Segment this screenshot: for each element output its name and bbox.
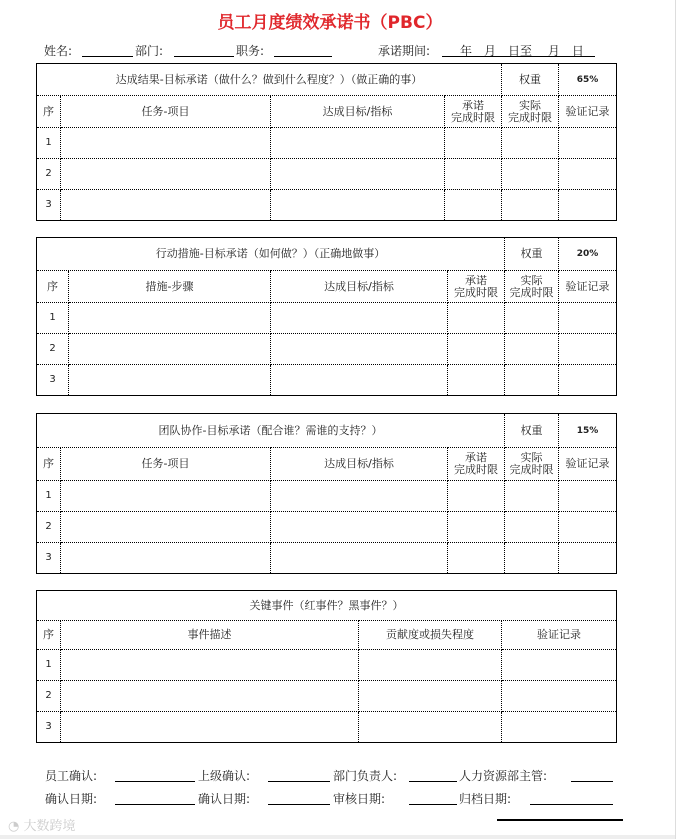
column-header-row — [37, 96, 617, 128]
input-cell[interactable] — [559, 334, 617, 365]
dept-label: 部门: — [135, 44, 164, 58]
position-field[interactable] — [274, 56, 332, 57]
table-row — [37, 543, 617, 574]
row-number: 1 — [37, 303, 69, 334]
table-header-row — [37, 591, 617, 621]
signoff-field[interactable] — [571, 781, 613, 782]
input-cell[interactable] — [559, 128, 617, 159]
input-cell[interactable] — [359, 650, 502, 681]
weight-label: 权重 — [505, 238, 559, 271]
input-cell[interactable] — [271, 365, 448, 396]
input-cell[interactable] — [61, 681, 359, 712]
row-number: 2 — [37, 512, 61, 543]
column-header: 实际 完成时限 — [505, 271, 559, 303]
column-header: 序 — [37, 448, 61, 481]
input-cell[interactable] — [69, 303, 271, 334]
table-header-row — [37, 238, 617, 271]
table-row — [37, 303, 617, 334]
name-label: 姓名: — [44, 44, 73, 58]
input-cell[interactable] — [559, 481, 617, 512]
column-header: 实际 完成时限 — [505, 448, 559, 481]
row-number: 2 — [37, 159, 61, 190]
weight-label: 权重 — [502, 64, 559, 96]
column-header: 承诺 完成时限 — [448, 448, 505, 481]
input-cell[interactable] — [271, 128, 445, 159]
form-title: 员工月度绩效承诺书（PBC） — [217, 13, 443, 33]
table-header-row — [37, 414, 617, 448]
column-header: 验证记录 — [502, 621, 617, 650]
column-header: 事件描述 — [61, 621, 359, 650]
column-header: 承诺 完成时限 — [445, 96, 502, 128]
column-header: 贡献度或损失程度 — [359, 621, 502, 650]
column-header: 达成目标/指标 — [271, 271, 448, 303]
input-cell[interactable] — [559, 512, 617, 543]
section-title: 行动措施-目标承诺（如何做？）（正确地做事） — [37, 238, 505, 271]
signature-line — [497, 819, 623, 821]
column-header: 达成目标/指标 — [271, 96, 445, 128]
input-cell[interactable] — [271, 481, 448, 512]
column-header-row — [37, 448, 617, 481]
section-title: 关键事件（红事件？黑事件？） — [37, 591, 617, 621]
table-1 — [36, 63, 617, 221]
row-number: 3 — [37, 543, 61, 574]
input-cell[interactable] — [61, 128, 271, 159]
column-header: 验证记录 — [559, 271, 617, 303]
position-label: 职务: — [236, 44, 265, 58]
weight-value: 20% — [559, 238, 617, 271]
input-cell[interactable] — [271, 334, 448, 365]
row-number: 2 — [37, 334, 69, 365]
input-cell[interactable] — [559, 190, 617, 221]
row-number: 3 — [37, 190, 61, 221]
period-value: 年 月 日至 月 日 — [460, 44, 584, 58]
column-header: 验证记录 — [559, 448, 617, 481]
input-cell[interactable] — [271, 159, 445, 190]
signoff-label: 确认日期: — [45, 792, 98, 806]
input-cell[interactable] — [271, 543, 448, 574]
table-row — [37, 365, 617, 396]
column-header: 验证记录 — [559, 96, 617, 128]
signoff-label: 上级确认: — [198, 769, 251, 783]
column-header-row — [37, 621, 617, 650]
input-cell[interactable] — [559, 365, 617, 396]
signoff-label: 人力资源部主管: — [459, 769, 548, 783]
input-cell[interactable] — [505, 334, 559, 365]
bottom-bar — [0, 835, 676, 839]
column-header-row — [37, 271, 617, 303]
signoff-field[interactable] — [409, 804, 457, 805]
input-cell[interactable] — [445, 190, 502, 221]
signoff-label: 审核日期: — [333, 792, 386, 806]
column-header: 序 — [37, 96, 61, 128]
column-header: 措施-步骤 — [69, 271, 271, 303]
input-cell[interactable] — [448, 303, 505, 334]
table-2 — [36, 237, 617, 396]
name-field[interactable] — [82, 56, 133, 57]
input-cell[interactable] — [559, 543, 617, 574]
signoff-field[interactable] — [115, 781, 195, 782]
input-cell[interactable] — [271, 303, 448, 334]
input-cell[interactable] — [61, 512, 271, 543]
column-header: 序 — [37, 621, 61, 650]
input-cell[interactable] — [61, 481, 271, 512]
input-cell[interactable] — [502, 650, 617, 681]
table-row — [37, 712, 617, 743]
column-header: 实际 完成时限 — [502, 96, 559, 128]
input-cell[interactable] — [505, 543, 559, 574]
row-number: 2 — [37, 681, 61, 712]
period-label: 承诺期间: — [378, 44, 431, 58]
table-header-row — [37, 64, 617, 96]
input-cell[interactable] — [448, 512, 505, 543]
table-row — [37, 128, 617, 159]
input-cell[interactable] — [359, 681, 502, 712]
input-cell[interactable] — [505, 303, 559, 334]
input-cell[interactable] — [271, 190, 445, 221]
table-row — [37, 159, 617, 190]
column-header: 承诺 完成时限 — [448, 271, 505, 303]
signoff-field[interactable] — [115, 804, 195, 805]
input-cell[interactable] — [448, 543, 505, 574]
input-cell[interactable] — [505, 481, 559, 512]
input-cell[interactable] — [505, 512, 559, 543]
table-row — [37, 334, 617, 365]
table-row — [37, 681, 617, 712]
row-number: 1 — [37, 128, 61, 159]
input-cell[interactable] — [448, 481, 505, 512]
table-row — [37, 650, 617, 681]
row-number: 3 — [37, 365, 69, 396]
input-cell[interactable] — [502, 128, 559, 159]
column-header: 达成目标/指标 — [271, 448, 448, 481]
table-4 — [36, 590, 617, 743]
weight-value: 65% — [559, 64, 617, 96]
table-3 — [36, 413, 617, 574]
weight-label: 权重 — [505, 414, 559, 448]
signoff-label: 部门负责人: — [333, 769, 398, 783]
input-cell[interactable] — [271, 512, 448, 543]
signoff-field[interactable] — [268, 781, 330, 782]
signoff-label: 员工确认: — [45, 769, 98, 783]
row-number: 3 — [37, 712, 61, 743]
input-cell[interactable] — [69, 334, 271, 365]
input-cell[interactable] — [502, 190, 559, 221]
column-header: 任务-项目 — [61, 96, 271, 128]
column-header: 任务-项目 — [61, 448, 271, 481]
input-cell[interactable] — [448, 365, 505, 396]
signoff-field[interactable] — [530, 804, 613, 805]
column-header: 序 — [37, 271, 69, 303]
section-title: 达成结果-目标承诺（做什么？做到什么程度？）（做正确的事） — [37, 64, 502, 96]
input-cell[interactable] — [61, 712, 359, 743]
input-cell[interactable] — [502, 681, 617, 712]
signoff-field[interactable] — [409, 781, 457, 782]
input-cell[interactable] — [61, 159, 271, 190]
input-cell[interactable] — [559, 159, 617, 190]
input-cell[interactable] — [445, 128, 502, 159]
row-number: 1 — [37, 650, 61, 681]
row-number: 1 — [37, 481, 61, 512]
signoff-field[interactable] — [268, 804, 330, 805]
section-title: 团队协作-目标承诺（配合谁？需谁的支持？） — [37, 414, 505, 448]
input-cell[interactable] — [448, 334, 505, 365]
table-row — [37, 190, 617, 221]
input-cell[interactable] — [359, 712, 502, 743]
input-cell[interactable] — [61, 543, 271, 574]
signoff-label: 归档日期: — [459, 792, 512, 806]
signoff-label: 确认日期: — [198, 792, 251, 806]
watermark-logo: ◔ 大数跨境 — [8, 819, 76, 834]
input-cell[interactable] — [502, 159, 559, 190]
input-cell[interactable] — [505, 365, 559, 396]
input-cell[interactable] — [69, 365, 271, 396]
table-row — [37, 512, 617, 543]
input-cell[interactable] — [559, 303, 617, 334]
input-cell[interactable] — [445, 159, 502, 190]
input-cell[interactable] — [61, 190, 271, 221]
dept-field[interactable] — [174, 56, 234, 57]
input-cell[interactable] — [61, 650, 359, 681]
table-row — [37, 481, 617, 512]
input-cell[interactable] — [502, 712, 617, 743]
weight-value: 15% — [559, 414, 617, 448]
